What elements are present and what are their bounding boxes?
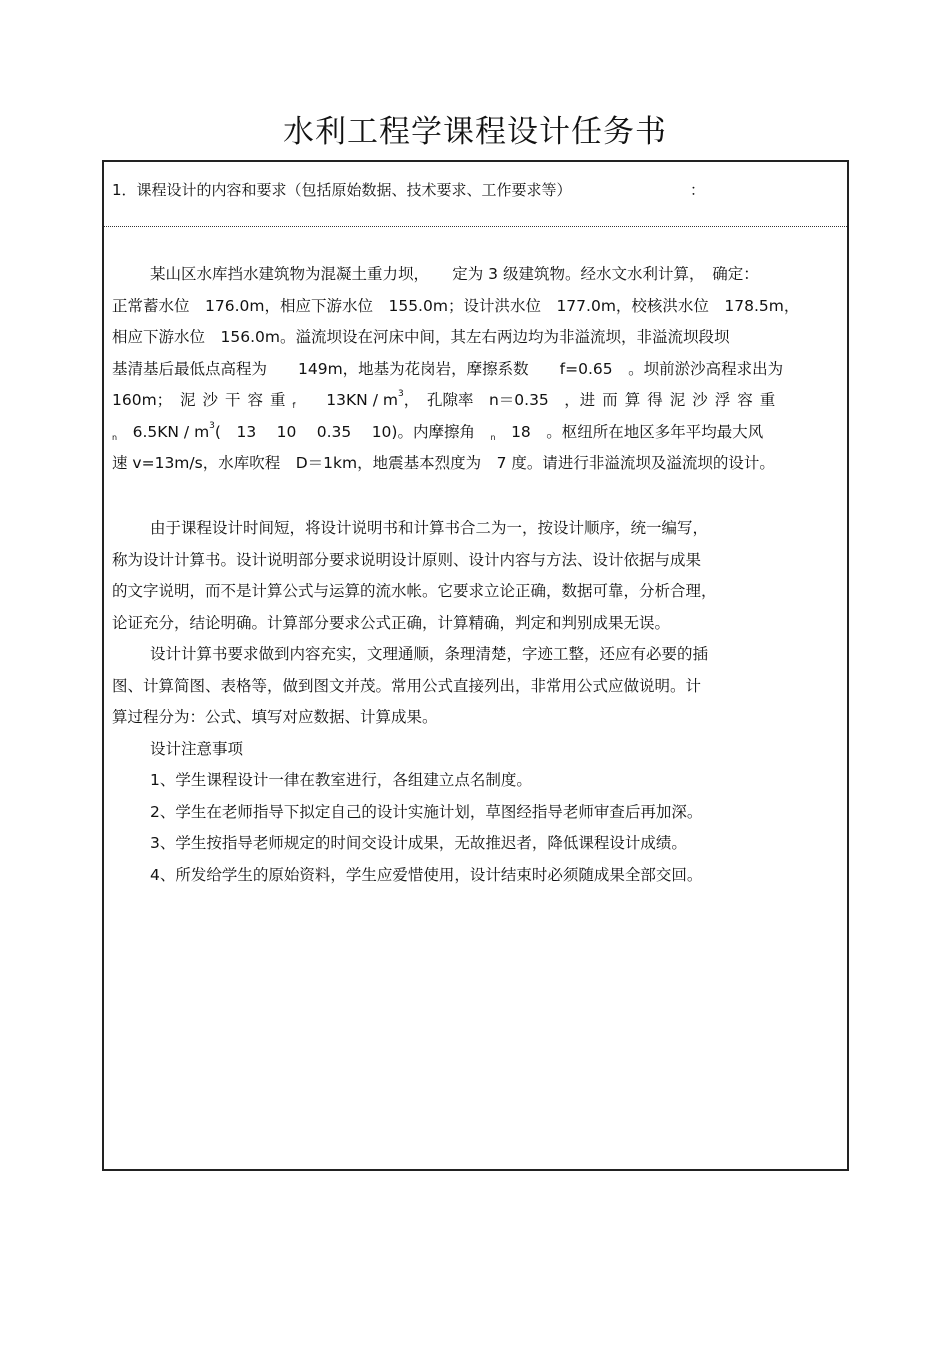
task-table: [102, 160, 849, 1171]
notes-heading: 设计注意事项: [150, 739, 244, 758]
buoyant-line: [112, 417, 840, 449]
dry-weight-label: 泥沙干容重: [179, 391, 293, 409]
instruction-line: 称为设计计算书。设计说明部分要求说明设计原则、设计内容与方法、设计依据与成果: [112, 550, 702, 569]
friction-angle-value: 18: [495, 422, 547, 441]
sediment-line: [112, 385, 840, 417]
instruction-line: 设计计算书要求做到内容充实，文理通顺，条理清楚，字迹工整，还应有必要的插: [150, 645, 709, 663]
requirements-heading-colon: ：: [690, 181, 706, 199]
note-item: 4、所发给学生的原始资料，学生应爱惜使用，设计结束时必须随成果全部交回。: [150, 865, 703, 884]
description-line: 某山区水库挡水建筑物为混凝土重力坝， 定为 3 级建筑物。经水文水利计算， 确定：: [150, 265, 759, 283]
description-line: 基清基后最低点高程为 149m，地基为花岗岩，摩擦系数 f=0.65 。坝前淤沙高程求出为: [112, 359, 784, 378]
note-item: 2、学生在老师指导下拟定自己的设计实施计划，草图经指导老师审查后再加深。: [150, 802, 703, 821]
unit-exponent: 3: [209, 420, 215, 431]
instruction-line: 由于课程设计时间短，将设计说明书和计算书合二为一，按设计顺序，统一编写，: [150, 519, 709, 537]
wind-speed-lead: 。枢纽所在地区多年平均最大风: [546, 422, 764, 441]
requirements-heading-text: 1．课程设计的内容和要求（包括原始数据、技术要求、工作要求等）: [112, 181, 572, 199]
phi-n-subscript: n: [490, 432, 496, 442]
description-line: 正常蓄水位 176.0m，相应下游水位 155.0m；设计洪水位 177.0m，校核洪水位 178.5m，: [112, 296, 800, 315]
sediment-prefix: 160m；: [112, 391, 180, 409]
gamma-n-subscript: n: [112, 432, 118, 442]
sediment-gap: [295, 391, 326, 409]
porosity-text: ， 孔隙率 n＝0.35 ，: [403, 391, 580, 409]
description-line: 速 v=13m/s，水库吹程 D＝1km，地震基本烈度为 7 度。请进行非溢流坝及溢流坝的设计。: [112, 454, 775, 472]
gamma-f-subscript: f: [292, 401, 296, 410]
instruction-line: 的文字说明，而不是计算公式与运算的流水帐。它要求立论正确，数据可靠，分析合理，: [112, 582, 717, 600]
document-title: 水利工程学课程设计任务书: [283, 114, 667, 150]
design-description: [112, 259, 840, 480]
note-item: 3、学生按指导老师规定的时间交设计成果，无故推迟者，降低课程设计成绩。: [150, 834, 687, 852]
dotted-divider: [104, 226, 847, 227]
friction-angle-label: 。内摩擦角: [397, 422, 491, 441]
requirements-heading: [112, 179, 706, 201]
instruction-line: 图、计算简图、表格等，做到图文并茂。常用公式直接列出，非常用公式应做说明。计: [112, 676, 702, 695]
dry-weight-value: 13KN / m: [326, 391, 398, 409]
instruction-line: 论证充分，结论明确。计算部分要求公式正确，计算精确，判定和判别成果无误。: [112, 613, 671, 632]
buoyant-value: 6.5KN / m: [117, 422, 210, 441]
instructions-block: [112, 513, 840, 891]
note-item: 1、学生课程设计一律在教室进行，各组建立点名制度。: [150, 771, 532, 789]
buoyant-formula: ( 13 10 0.35 10): [214, 422, 398, 441]
unit-exponent: 3: [397, 389, 404, 399]
description-line: 相应下游水位 156.0m。溢流坝设在河床中间，其左右两边均为非溢流坝，非溢流坝段坝: [112, 328, 730, 346]
buoyant-weight-label: 进而算得泥沙浮容重: [579, 391, 783, 409]
instruction-line: 算过程分为：公式、填写对应数据、计算成果。: [112, 708, 438, 726]
